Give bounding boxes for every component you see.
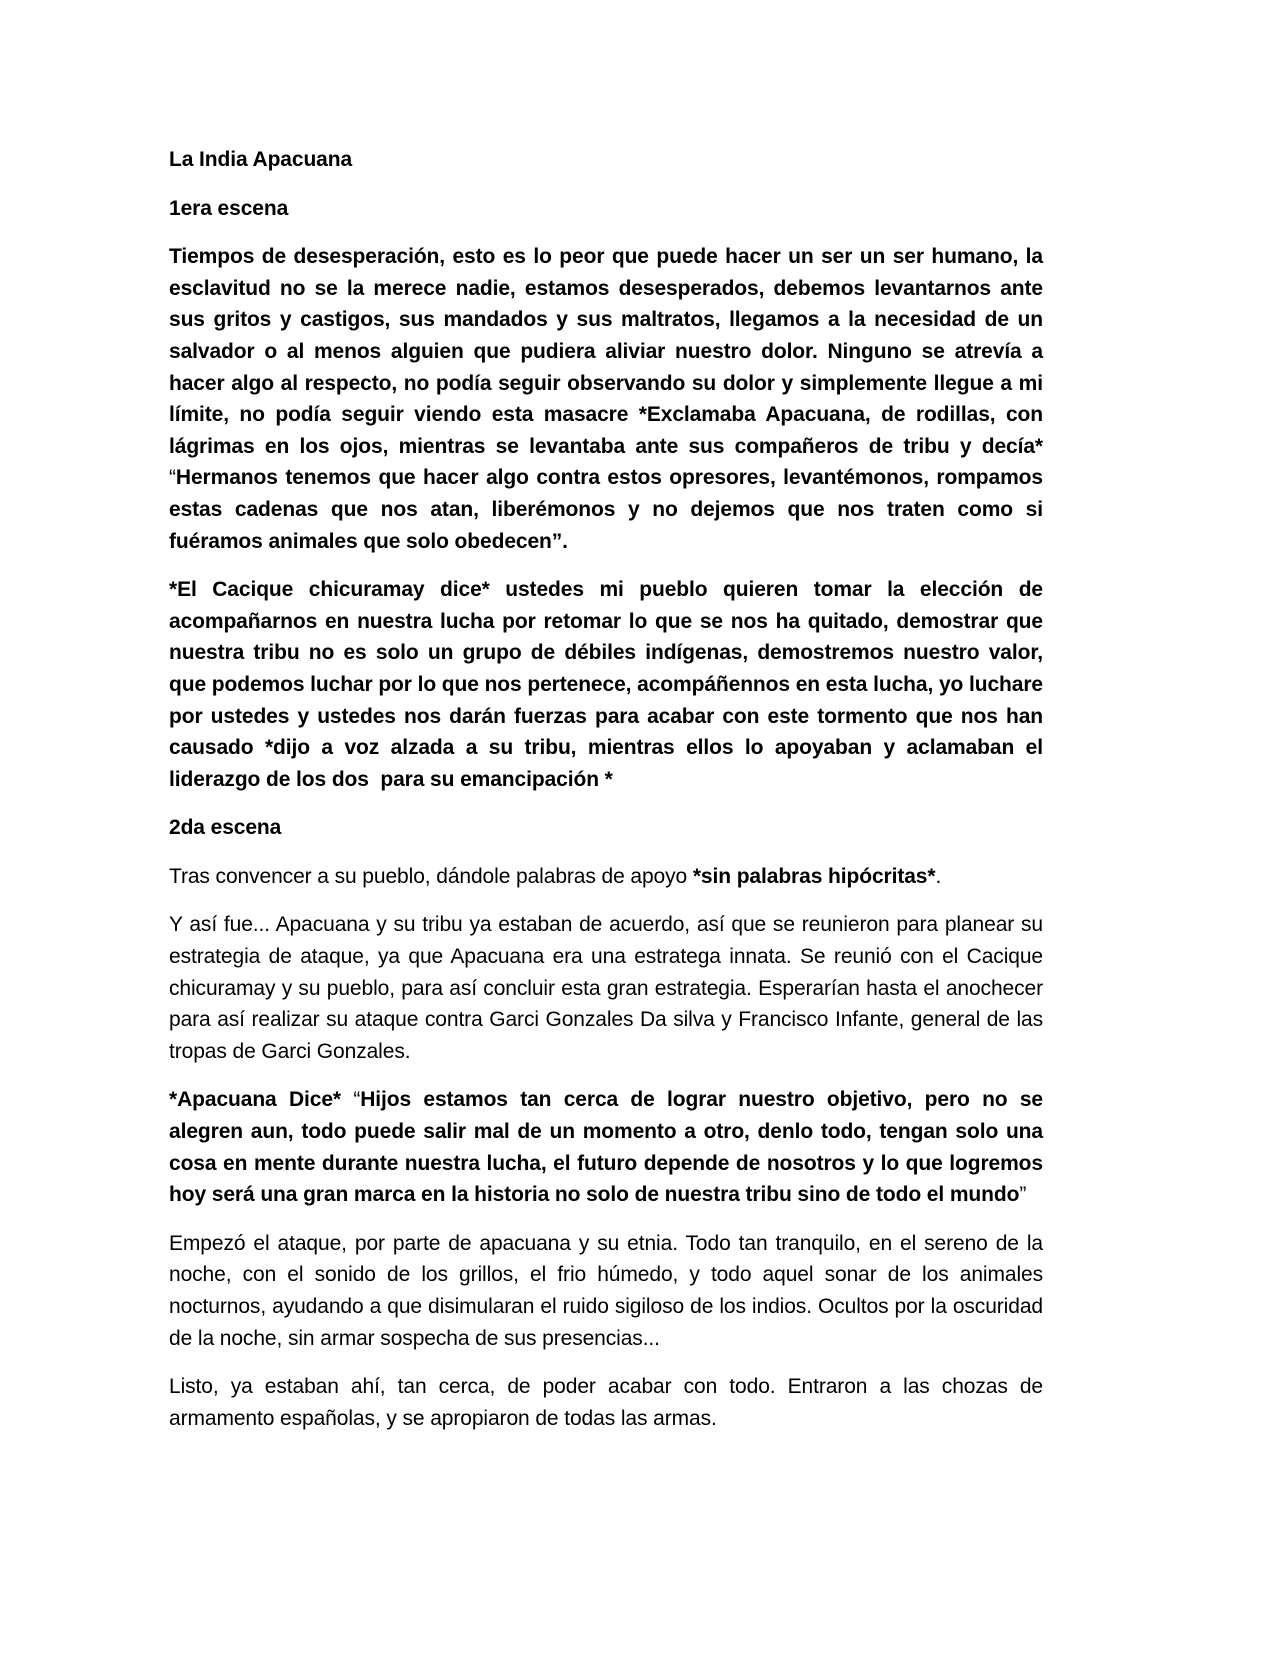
text-run: Listo, ya estaban ahí, tan cerca, de poder acabar con todo. Entraron a las chozas de armamento españolas, y se apropiaron de todas las armas.: [169, 1375, 1049, 1430]
text-run: *Apacuana Dice*: [169, 1088, 354, 1112]
paragraph: [169, 861, 1043, 893]
text-run: “: [353, 1088, 361, 1112]
text-run: La India Apacuana: [169, 148, 353, 171]
text-run: Empezó el ataque, por parte de apacuana y su etnia. Todo tan tranquilo, en el sereno de la noche, con el sonido de los grillos, el frio húmedo, y todo aquel sonar de los animales nocturnos, ayudando a que disimularan el ruido sigiloso de los indios. Ocultos por la oscuridad de la noche, sin armar sospecha de sus presencias...: [169, 1231, 1049, 1350]
text-run: *sin palabras hipócritas*: [692, 864, 936, 888]
text-run: Tras convencer a su pueblo, dándole palabras de apoyo: [169, 864, 693, 888]
paragraph: [169, 909, 1049, 1067]
text-run: .: [935, 864, 942, 888]
section-heading: [169, 193, 1043, 225]
paragraph: [169, 241, 1049, 557]
section-heading: [169, 144, 1043, 176]
document-body: [169, 144, 1049, 1434]
text-run: ”: [1019, 1183, 1027, 1207]
text-run: 1era escena: [169, 196, 289, 220]
paragraph: [169, 1084, 1049, 1210]
text-run: Hijos estamos tan cerca de lograr nuestro objetivo, pero no se alegren aun, todo puede salir mal de un momento a otro, denlo todo, tengan solo una cosa en mente durante nuestra lucha, el futuro depende de nosotros y lo que logremos hoy será una gran marca en la historia no solo de nuestra tribu sino de todo el mundo: [169, 1088, 1049, 1207]
paragraph: [169, 574, 1049, 795]
text-run: Tiempos de desesperación, esto es lo peor que puede hacer un ser un ser humano, la esclavitud no se la merece nadie, estamos desesperados, debemos levantarnos ante sus gritos y castigos, sus mandados y sus maltratos, llegamos a la necesidad de un salvador o al menos alguien que pudiera aliviar nuestro dolor. Ninguno se atrevía a hacer algo al respecto, no podía seguir observando su dolor y simplemente llegue a mi límite, no podía seguir viendo esta masacre *Exclamaba Apacuana, de rodillas, con lágrimas en los ojos, mientras se levantaba ante sus compañeros de tribu y decía*: [169, 245, 1049, 458]
text-run: *El Cacique chicuramay dice* ustedes mi pueblo quieren tomar la elección de acompañarnos en nuestra lucha por retomar lo que se nos ha quitado, demostrar que nuestra tribu no es solo un grupo de débiles indígenas, demostremos nuestro valor, que podemos luchar por lo que nos pertenece, acompáñennos en esta lucha, yo luchare por ustedes y ustedes nos darán fuerzas para acabar con este tormento que nos han causado *dijo a voz alzada a su tribu, mientras ellos lo apoyaban y aclamaban el liderazgo de los dos para su emancipación *: [169, 578, 1049, 791]
text-run: “: [169, 466, 176, 490]
paragraph: [169, 1228, 1049, 1354]
paragraph: [169, 1371, 1049, 1434]
text-run: Y así fue... Apacuana y su tribu ya estaban de acuerdo, así que se reunieron para planear su estrategia de ataque, ya que Apacuana era una estratega innata. Se reunió con el Cacique chicuramay y su pueblo, para así concluir esta gran estrategia. Esperarían hasta el anochecer para así realizar su ataque contra Garci Gonzales Da silva y Francisco Infante, general de las tropas de Garci Gonzales.: [169, 913, 1049, 1063]
text-run: Hermanos tenemos que hacer algo contra estos opresores, levantémonos, rompamos estas cadenas que nos atan, liberémonos y no dejemos que nos traten como si fuéramos animales que solo obedecen”.: [169, 466, 1049, 553]
section-heading: [169, 812, 1043, 844]
text-run: 2da escena: [169, 816, 282, 840]
